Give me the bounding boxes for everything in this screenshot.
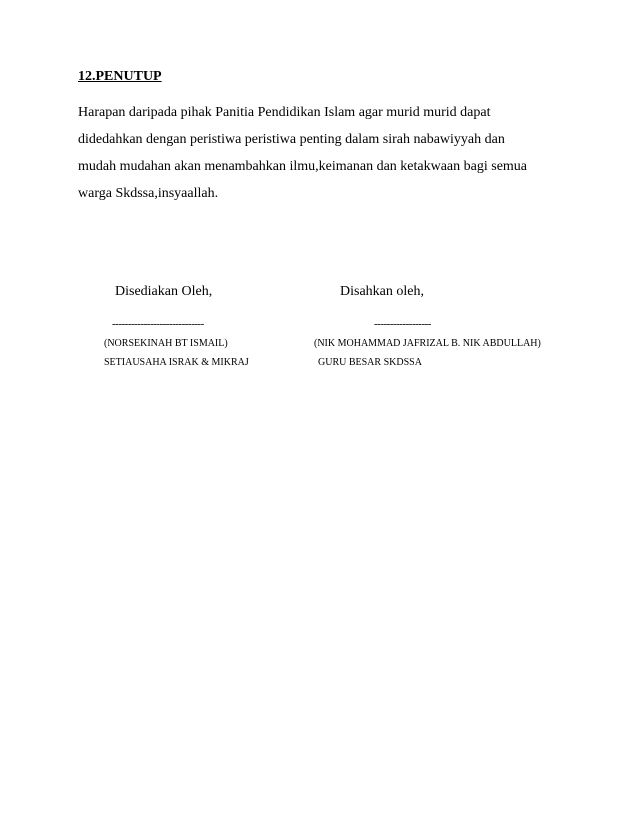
approved-by-label: Disahkan oleh, [340,284,424,299]
paragraph-line: mudah mudahan akan menambahkan ilmu,keimanan dan ketakwaan bagi semua [78,159,528,174]
approved-by-title: GURU BESAR SKDSSA [318,357,422,368]
prepared-by-name: (NORSEKINAH BT ISMAIL) [104,338,228,349]
prepared-by-signature-line: ----------------------------- [112,318,204,330]
prepared-by-title: SETIAUSAHA ISRAK & MIKRAJ [104,357,249,368]
approved-by-name: (NIK MOHAMMAD JAFRIZAL B. NIK ABDULLAH) [314,338,541,349]
closing-paragraph [78,99,558,207]
paragraph-line: warga Skdssa,insyaallah. [78,186,219,201]
section-heading: 12.PENUTUP [78,69,162,84]
paragraph-line: Harapan daripada pihak Panitia Pendidikan Islam agar murid murid dapat [78,105,491,120]
prepared-by-label: Disediakan Oleh, [115,284,213,299]
approved-by-signature-line: ------------------ [374,318,431,330]
paragraph-line: didedahkan dengan peristiwa peristiwa penting dalam sirah nabawiyyah dan [78,132,505,147]
